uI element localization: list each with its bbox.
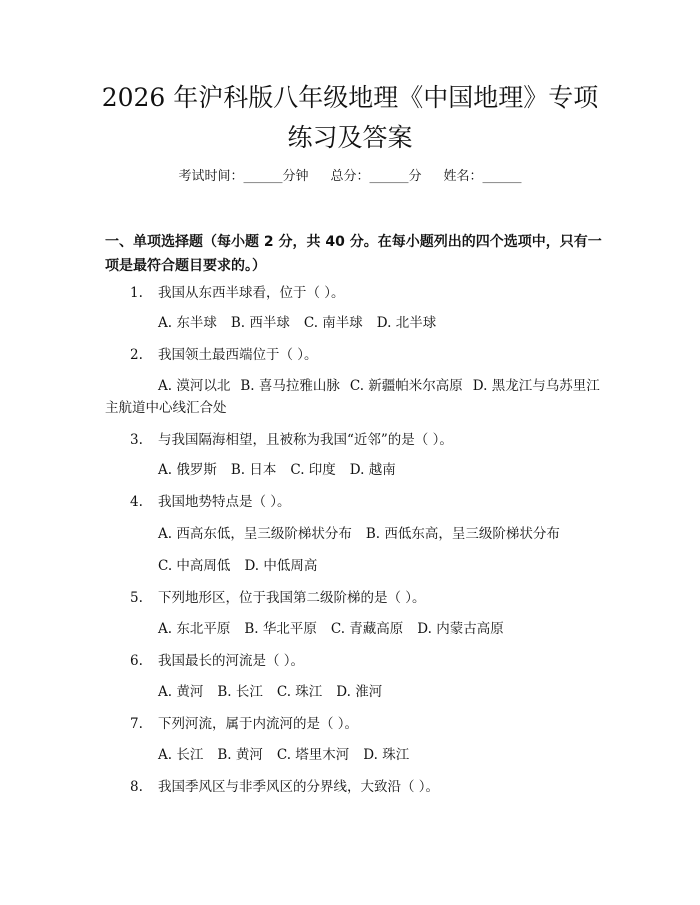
- option-d: D. 淮河: [336, 684, 383, 700]
- option-a: A. 东北平原: [158, 621, 231, 637]
- question-text: 下列地形区，位于我国第二级阶梯的是（ ）。: [158, 590, 426, 606]
- title-line-2: 练习及答案: [287, 123, 413, 152]
- page-title: [60, 78, 640, 158]
- question-5-options: [158, 619, 518, 639]
- option-d: D. 珠江: [363, 747, 410, 763]
- option-c: C. 青藏高原: [330, 621, 404, 637]
- option-a: A. 黄河: [158, 684, 204, 700]
- question-2: [130, 345, 318, 365]
- option-b: B. 西半球: [230, 315, 290, 331]
- option-b: B. 日本: [230, 462, 277, 478]
- option-a: A. 东半球: [158, 315, 217, 331]
- option-b: B. 喜马拉雅山脉: [240, 378, 340, 394]
- question-number: 4.: [130, 494, 143, 510]
- option-b: B. 西低东高，呈三级阶梯状分布: [365, 526, 560, 542]
- question-5: [130, 588, 426, 608]
- question-7: [130, 714, 358, 734]
- option-a: A. 西高东低，呈三级阶梯状分布: [158, 526, 352, 542]
- question-8: [130, 777, 439, 797]
- option-b: B. 华北平原: [244, 621, 317, 637]
- student-name-label: 姓名：______: [443, 169, 522, 184]
- question-number: 1.: [130, 285, 143, 301]
- option-a: A. 俄罗斯: [158, 462, 217, 478]
- question-1: [130, 283, 345, 303]
- question-3: [130, 430, 453, 450]
- question-number: 5.: [130, 590, 143, 606]
- question-1-options: [158, 313, 450, 333]
- option-d: D. 北半球: [376, 315, 437, 331]
- question-text: 与我国隔海相望，且被称为我国“近邻”的是（ ）。: [158, 432, 453, 448]
- option-b: B. 黄河: [217, 747, 263, 763]
- option-d: D. 中低周高: [244, 558, 318, 574]
- title-line-1: 2026 年沪科版八年级地理《中国地理》专项: [101, 83, 599, 112]
- question-number: 6.: [130, 653, 143, 669]
- question-7-options: [158, 745, 423, 765]
- question-text: 我国地势特点是（ ）。: [158, 494, 291, 510]
- option-a: A. 漠河以北: [158, 378, 231, 394]
- question-text: 我国从东西半球看，位于（ ）。: [158, 285, 345, 301]
- exam-time-label: 考试时间：______分钟: [178, 169, 309, 184]
- option-c: C. 珠江: [276, 684, 323, 700]
- question-3-options: [158, 460, 410, 480]
- question-text: 我国领土最西端位于（ ）。: [158, 347, 318, 363]
- question-number: 3.: [130, 432, 143, 448]
- option-c: C. 塔里木河: [276, 747, 350, 763]
- question-6-options: [158, 682, 396, 702]
- section-heading: 一、单项选择题（每小题 2 分，共 40 分。在每小题列出的四个选项中，只有一项是最符合题目要求的。）: [105, 234, 602, 274]
- question-number: 7.: [130, 716, 143, 732]
- option-d: D. 黑龙江与乌苏里江主航道中心线汇合处: [105, 378, 600, 416]
- question-6: [130, 651, 304, 671]
- exam-meta: [0, 168, 700, 186]
- option-a: A. 长江: [158, 747, 204, 763]
- question-4: [130, 492, 291, 512]
- question-number: 8.: [130, 779, 143, 795]
- option-c: C. 印度: [290, 462, 336, 478]
- question-2-options: [105, 375, 605, 419]
- option-c: C. 新疆帕米尔高原: [349, 378, 463, 394]
- question-text: 我国季风区与非季风区的分界线，大致沿（ ）。: [158, 779, 440, 795]
- option-c: C. 中高周低: [158, 558, 231, 574]
- question-text: 下列河流，属于内流河的是（ ）。: [158, 716, 359, 732]
- question-4-options-row-2: [158, 556, 331, 576]
- option-d: D. 内蒙古高原: [417, 621, 504, 637]
- option-b: B. 长江: [217, 684, 263, 700]
- question-text: 我国最长的河流是（ ）。: [158, 653, 305, 669]
- total-score-label: 总分：______分: [330, 169, 422, 184]
- question-4-options-row-1: [158, 524, 574, 544]
- option-c: C. 南半球: [303, 315, 363, 331]
- question-number: 2.: [130, 347, 143, 363]
- option-d: D. 越南: [349, 462, 396, 478]
